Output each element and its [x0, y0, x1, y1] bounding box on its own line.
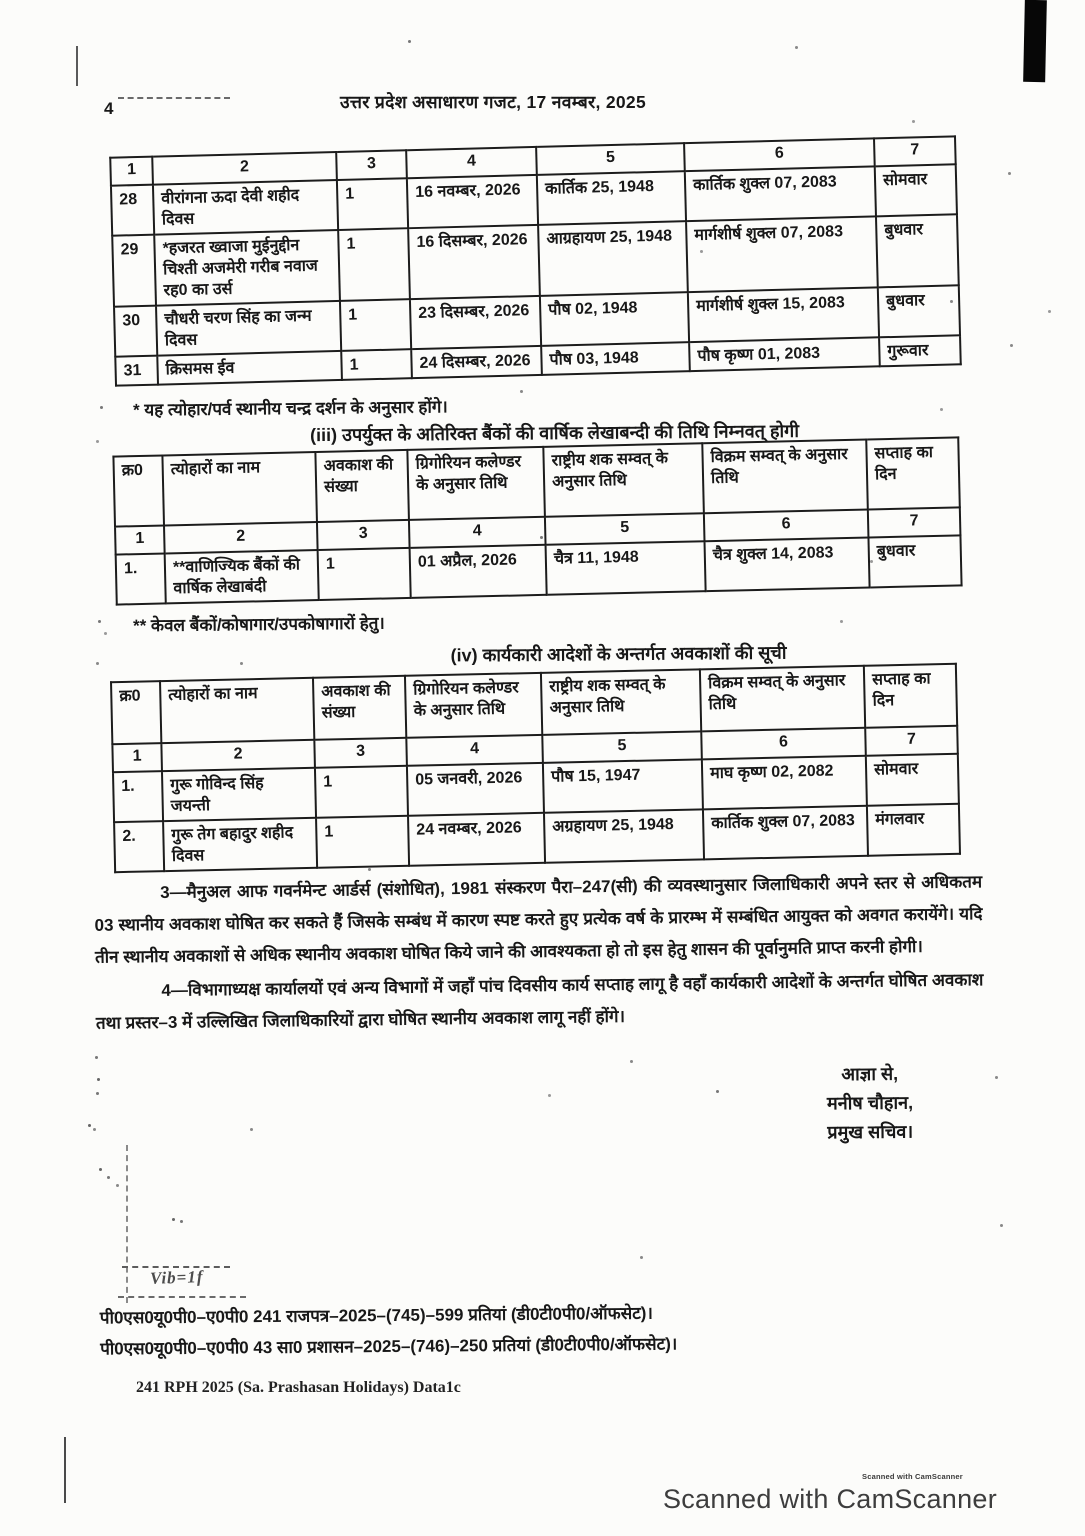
body-paragraphs	[94, 866, 984, 1042]
cell-serial: 30	[114, 306, 157, 357]
cell-weekday: मंगलवार	[867, 804, 960, 856]
column-number: 7	[874, 136, 956, 166]
header-gregorian-date: ग्रिगोरियन कलेण्डर के अनुसार तिथि	[407, 447, 545, 520]
cell-gregorian-date: 05 जनवरी, 2026	[407, 763, 544, 816]
cell-serial: 1.	[113, 771, 163, 822]
column-number: 4	[406, 147, 537, 178]
column-number: 1	[112, 743, 162, 772]
cell-holiday-count: 1	[338, 228, 410, 301]
press-code-line: 241 RPH 2025 (Sa. Prashasan Holidays) Data1c	[136, 1379, 461, 1396]
header-holiday-count: अवकाश की संख्या	[313, 676, 406, 740]
cell-shaka-date: पौष 03, 1948	[541, 342, 690, 375]
column-number: 3	[317, 520, 410, 550]
column-number: 6	[684, 138, 875, 171]
header-holiday-count: अवकाश की संख्या	[315, 450, 409, 522]
banks-only-note: ** केवल बैंकों/कोषागार/उपकोषागारों हेतु।	[132, 613, 385, 636]
holiday-table-wrapper	[109, 135, 962, 386]
column-number: 3	[336, 150, 407, 180]
column-number: 5	[545, 513, 705, 545]
scan-edge-mark	[76, 46, 78, 86]
column-number: 2	[164, 522, 318, 553]
header-serial: क्र0	[111, 681, 161, 744]
scan-black-mark	[1023, 0, 1047, 82]
header-shaka-date: राष्ट्रीय शक सम्वत् के अनुसार तिथि	[543, 443, 704, 517]
paragraph-4: 4—विभागाध्यक्ष कार्यालयों एवं अन्य विभागों में जहाँ पांच दिवसीय कार्य सप्ताह लागू है वहाँ कार्यकारी आदेशों के अन्तर्गत घोषित अवकाश तथा प्रस्तर–3 में उल्लिखित जिलाधिकारियों द्वारा घोषित स्थानीय अवकाश लागू नहीं होंगे।	[95, 970, 984, 1033]
cell-gregorian-date: 24 दिसम्बर, 2026	[411, 346, 542, 378]
page-number: 4	[104, 99, 114, 118]
cell-weekday: बुधवार	[878, 285, 960, 337]
column-number: 5	[542, 731, 702, 762]
header-weekday: सप्ताह का दिन	[864, 664, 957, 728]
cell-weekday: बुधवार	[868, 535, 961, 587]
print-run-line: पी0एस0यू0पी0–ए0पी0 43 सा0 प्रशासन–2025–(746)–250 प्रतियां (डी0टी0पी0/ऑफसेट)।	[100, 1334, 678, 1359]
cell-vikram-date: कार्तिक शुक्ल 07, 2083	[685, 166, 876, 221]
camscanner-watermark-small: Scanned with CamScanner	[862, 1472, 963, 1481]
cell-serial: 31	[115, 356, 158, 386]
header-vikram-date: विक्रम सम्वत् के अनुसार तिथि	[702, 440, 868, 514]
cell-festival-name: क्रिसमस ईव	[157, 351, 342, 385]
column-number: 4	[409, 517, 546, 548]
cell-shaka-date: कार्तिक 25, 1948	[537, 171, 686, 225]
cell-holiday-count: 1	[341, 349, 412, 380]
print-run-lines	[100, 1297, 678, 1364]
cell-holiday-count: 1	[340, 299, 411, 351]
scan-noise-specks	[0, 0, 3, 3]
executive-order-table	[110, 663, 961, 873]
column-number: 2	[152, 152, 337, 185]
cell-festival-name: गुरू तेग बहादुर शहीद दिवस	[163, 818, 317, 871]
cell-holiday-count: 1	[337, 178, 408, 230]
cell-serial: 2.	[114, 821, 164, 872]
cell-shaka-date: आग्रहायण 25, 1948	[538, 221, 688, 296]
cell-holiday-count: 1	[315, 766, 408, 818]
cell-gregorian-date: 23 दिसम्बर, 2026	[410, 296, 541, 349]
header-shaka-date: राष्ट्रीय शक सम्वत् के अनुसार तिथि	[541, 669, 701, 734]
cell-vikram-date: मार्गशीर्ष शुक्ल 15, 2083	[688, 287, 879, 342]
column-number: 1	[110, 157, 153, 186]
header-weekday: सप्ताह का दिन	[866, 437, 960, 509]
signature-name: मनीष चौहान,	[826, 1092, 914, 1114]
column-number: 2	[161, 740, 315, 771]
cell-gregorian-date: 01 अप्रैल, 2026	[410, 545, 547, 598]
cell-vikram-date: माघ कृष्ण 02, 2082	[702, 756, 867, 810]
holiday-table	[109, 135, 962, 386]
cell-shaka-date: पौष 15, 1947	[543, 759, 703, 812]
cell-vikram-date: कार्तिक शुक्ल 07, 2083	[703, 806, 868, 860]
signature-block	[770, 1059, 971, 1148]
cell-vikram-date: चैत्र शुक्ल 14, 2083	[705, 537, 870, 591]
cell-weekday: सोमवार	[875, 164, 957, 216]
bank-closing-table	[112, 436, 962, 605]
bank-closing-table-wrapper	[112, 436, 962, 605]
header-festival-name: त्योहारों का नाम	[162, 452, 317, 525]
moon-sighting-note: * यह त्योहार/पर्व स्थानीय चन्द्र दर्शन के अनुसार होंगे।	[132, 397, 448, 420]
cell-vikram-date: मार्गशीर्ष शुक्ल 07, 2083	[686, 216, 878, 292]
cell-holiday-count: 1	[316, 816, 409, 868]
handwritten-mark: Vib=1f	[149, 1267, 204, 1288]
scan-dashed-fold-line	[126, 1145, 128, 1303]
header-serial: क्र0	[113, 455, 164, 526]
cell-shaka-date: अग्रहायण 25, 1948	[544, 809, 704, 862]
column-number: 6	[704, 510, 869, 542]
executive-order-table-wrapper	[110, 663, 961, 873]
cell-festival-name: **वाणिज्यिक बैंकों की वार्षिक लेखाबंदी	[165, 550, 319, 603]
cell-festival-name: गुरू गोविन्द सिंह जयन्ती	[162, 768, 316, 821]
cell-gregorian-date: 16 नवम्बर, 2026	[407, 175, 538, 228]
column-number: 1	[115, 525, 165, 554]
cell-festival-name: वीरांगना ऊदा देवी शहीद दिवस	[153, 180, 338, 235]
header-vikram-date: विक्रम सम्वत् के अनुसार तिथि	[700, 666, 865, 732]
paragraph-3: 3—मैनुअल आफ गवर्नमेन्ट आर्डर्स (संशोधित), 1981 संस्करण पैरा–247(सी) की व्यवस्थानुसार जिलाधिकारी अपने स्तर से अधिकतम 03 स्थानीय अवकाश घोषित कर सकते हैं जिसके सम्बंध में कारण स्पष्ट करते हुए प्रत्येक वर्ष के प्रारम्भ में सम्बंधित आयुक्त को अवगत करायेंगे। यदि तीन स्थानीय अवकाशों से अधिक स्थानीय अवकाश घोषित किये जाने की आवश्यकता हो तो इस हेतु शासन की पूर्वानुमति प्राप्त करनी होगी।	[94, 872, 983, 967]
header-gregorian-date: ग्रिगोरियन कलेण्डर के अनुसार तिथि	[405, 673, 542, 738]
section-iii-heading: (iii) उपर्युक्त के अतिरिक्त बैंकों की वार्षिक लेखाबन्दी की तिथि निम्नवत् होगी	[309, 420, 800, 446]
signature-designation: प्रमुख सचिव।	[827, 1121, 914, 1143]
header-festival-name: त्योहारों का नाम	[160, 678, 314, 743]
cell-weekday: बुधवार	[876, 214, 959, 287]
cell-shaka-date: चैत्र 11, 1948	[546, 541, 706, 595]
column-number: 5	[536, 143, 685, 175]
cell-serial: 29	[112, 235, 156, 307]
column-number: 7	[868, 507, 961, 537]
cell-serial: 28	[111, 185, 154, 236]
column-number: 6	[701, 728, 866, 760]
cell-vikram-date: पौष कृष्ण 01, 2083	[689, 337, 880, 371]
camscanner-watermark-large: Scanned with CamScanner	[662, 1484, 998, 1514]
cell-festival-name: *हजरत ख्वाजा मुईनुद्दीन चिश्ती अजमेरी गरीब नवाज रह0 का उर्स	[154, 230, 340, 306]
cell-serial: 1.	[116, 553, 166, 604]
column-number: 3	[314, 738, 407, 768]
scan-dash-mark	[118, 1296, 246, 1298]
print-run-line: पी0एस0यू0पी0–ए0पी0 241 राजपत्र–2025–(745)–599 प्रतियां (डी0टी0पी0/ऑफसेट)।	[99, 1303, 653, 1328]
cell-gregorian-date: 16 दिसम्बर, 2026	[408, 225, 540, 299]
cell-festival-name: चौधरी चरण सिंह का जन्म दिवस	[156, 301, 341, 356]
scan-edge-mark	[64, 1437, 66, 1503]
gazette-header-title: उत्तर प्रदेश असाधारण गजट, 17 नवम्बर, 2025	[340, 92, 646, 112]
cell-weekday: सोमवार	[866, 754, 959, 806]
column-number: 4	[406, 735, 543, 766]
cell-weekday: गुरूवार	[879, 335, 961, 366]
signature-by-order: आज्ञा से,	[841, 1063, 899, 1085]
cell-shaka-date: पौष 02, 1948	[540, 292, 689, 346]
cell-holiday-count: 1	[318, 548, 411, 600]
column-number: 7	[865, 726, 958, 756]
section-iv-heading: (iv) कार्यकारी आदेशों के अन्तर्गत अवकाशों की सूची	[450, 642, 787, 666]
cell-gregorian-date: 24 नवम्बर, 2026	[408, 813, 545, 866]
